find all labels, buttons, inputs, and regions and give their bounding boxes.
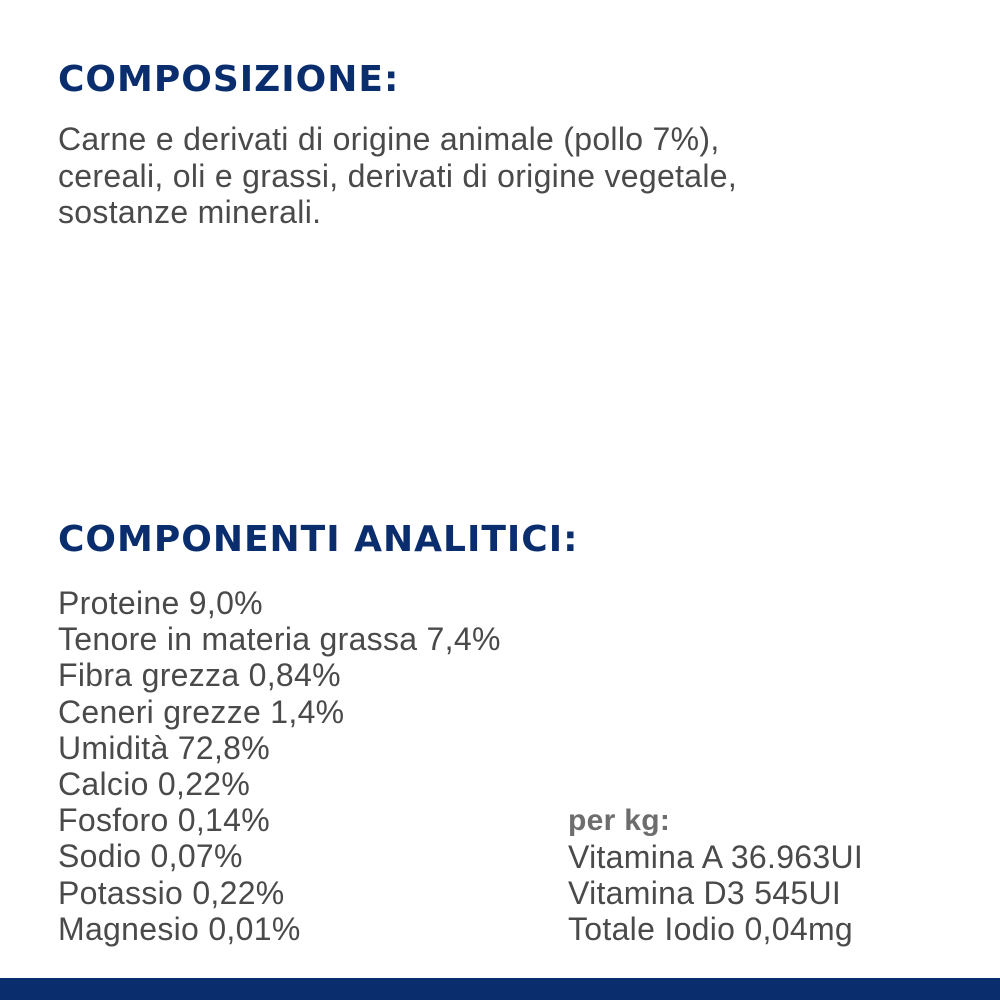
composition-heading: COMPOSIZIONE: bbox=[58, 59, 400, 100]
composition-line: sostanze minerali. bbox=[58, 194, 322, 230]
analytic-item-magnesium: Magnesio 0,01% bbox=[58, 910, 301, 947]
composition-line: cereali, oli e grassi, derivati di origine vegetale, bbox=[58, 157, 738, 194]
analytic-item-ash: Ceneri grezze 1,4% bbox=[58, 693, 345, 730]
composition-text bbox=[58, 121, 958, 231]
analytic-item-phosphorus: Fosforo 0,14% bbox=[58, 802, 271, 839]
analytic-item-sodium: Sodio 0,07% bbox=[58, 838, 243, 875]
per-kg-item-iodine: Totale Iodio 0,04mg bbox=[568, 911, 853, 948]
per-kg-list bbox=[568, 839, 863, 948]
analytic-item-moisture: Umidità 72,8% bbox=[58, 729, 270, 766]
per-kg-item-vitamin-a: Vitamina A 36.963UI bbox=[568, 839, 864, 875]
composition-line: Carne e derivati di origine animale (pollo 7%), bbox=[58, 121, 720, 157]
analytic-item-fat: Tenore in materia grassa 7,4% bbox=[58, 621, 501, 658]
per-kg-item-vitamin-d3: Vitamina D3 545UI bbox=[568, 875, 842, 912]
analytic-item-potassium: Potassio 0,22% bbox=[58, 874, 285, 911]
footer-bar bbox=[0, 978, 1000, 1000]
analytic-components-heading: COMPONENTI ANALITICI: bbox=[58, 519, 579, 560]
analytic-components-list bbox=[58, 585, 501, 947]
analytic-item-fiber: Fibra grezza 0,84% bbox=[58, 657, 341, 694]
analytic-item-calcium: Calcio 0,22% bbox=[58, 766, 251, 803]
per-kg-label: per kg: bbox=[568, 804, 671, 837]
analytic-item-protein: Proteine 9,0% bbox=[58, 585, 263, 621]
